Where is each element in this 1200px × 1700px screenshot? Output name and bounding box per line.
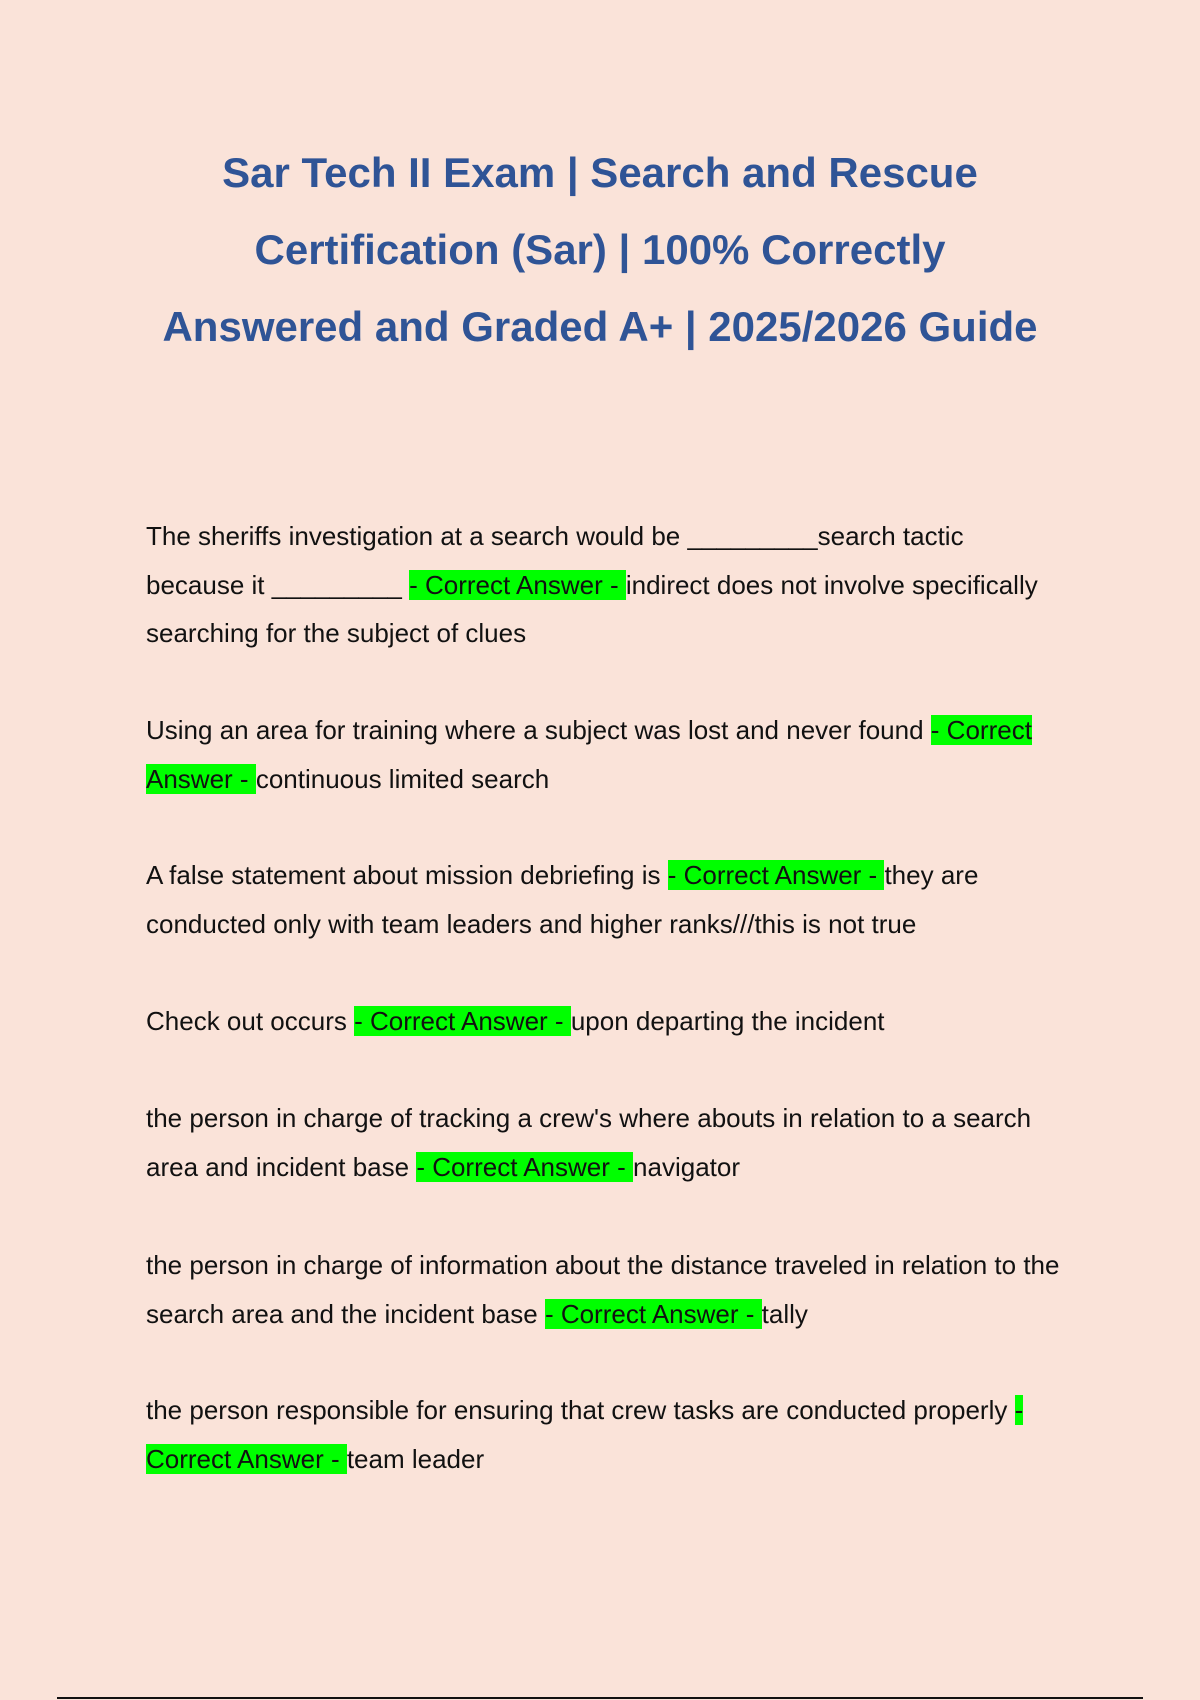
qa-item <box>146 1386 1066 1483</box>
qa-item <box>146 706 1066 803</box>
qa-question: the person responsible for ensuring that crew tasks are conducted properly <box>146 1395 1015 1425</box>
correct-answer-marker: - Correct Answer - <box>146 715 1032 794</box>
qa-answer: indirect does not involve specifically searching for the subject of clues <box>146 569 1038 648</box>
correct-answer-marker: - Correct Answer - <box>354 1006 571 1036</box>
qa-question: the person in charge of information about the distance traveled in relation to the search area and the incident base <box>146 1250 1060 1329</box>
qa-item <box>146 1241 1066 1338</box>
qa-item <box>146 1094 1066 1191</box>
document-title: Sar Tech II Exam | Search and Rescue Certification (Sar) | 100% Correctly Answered and Graded A+ | 2025/2026 Guide <box>162 149 1038 350</box>
qa-question: the person in charge of tracking a crew's where abouts in relation to a search area and incident base <box>146 1103 1032 1182</box>
correct-answer-marker: - Correct Answer - <box>416 1151 634 1182</box>
qa-answer: tally <box>761 1298 808 1329</box>
qa-question: A false statement about mission debriefing is <box>146 860 668 890</box>
correct-answer-marker: - Correct Answer - <box>146 1395 1024 1474</box>
qa-item <box>146 851 1066 948</box>
qa-item <box>146 512 1066 658</box>
qa-question: Using an area for training where a subject was lost and never found <box>146 715 931 745</box>
footer-divider <box>57 1697 1143 1699</box>
correct-answer-marker: - Correct Answer - <box>409 569 626 600</box>
correct-answer-marker: - Correct Answer - <box>667 860 885 890</box>
qa-question: The sheriffs investigation at a search would be _________search tactic because it _________ <box>146 521 964 600</box>
qa-answer: navigator <box>633 1151 740 1182</box>
correct-answer-marker: - Correct Answer - <box>544 1298 762 1329</box>
qa-answer: continuous limited search <box>255 763 550 794</box>
qa-question: Check out occurs <box>146 1006 355 1036</box>
qa-answer: they are conducted only with team leaders and higher ranks///this is not true <box>146 860 979 939</box>
qa-item <box>146 997 1066 1046</box>
qa-answer: upon departing the incident <box>570 1006 885 1036</box>
qa-answer: team leader <box>346 1443 485 1474</box>
